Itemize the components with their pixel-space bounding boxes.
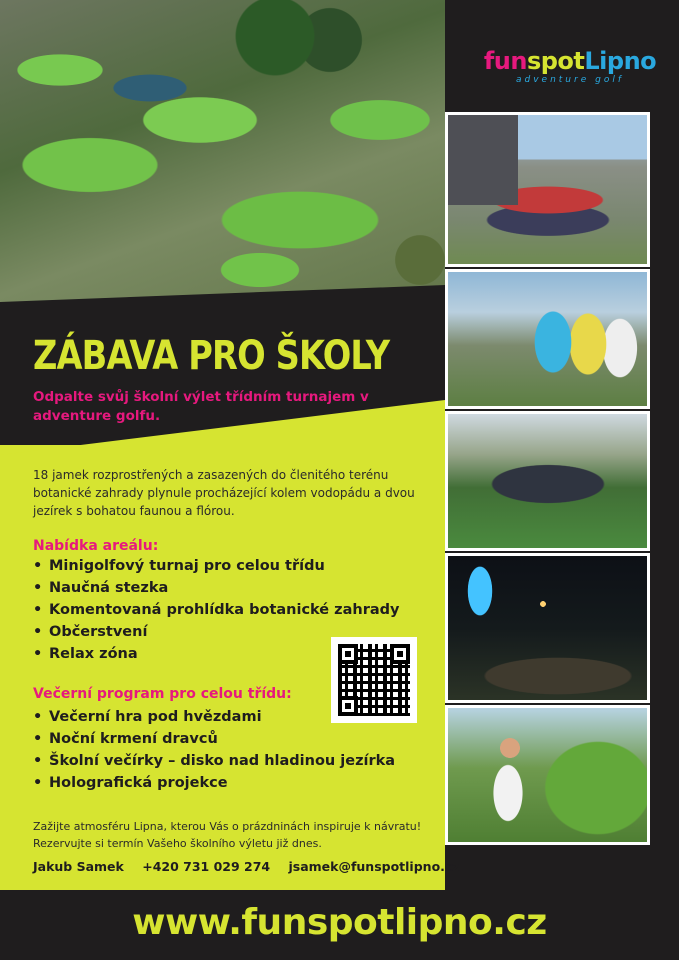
intro-text: 18 jamek rozprostřených a zasazených do členitého terénu botanické zahrady plynule procházející kolem vodopádu a dvou jezírek s bohatou faunou a flórou. [33,468,415,518]
photo-school-group [445,112,650,267]
photo-students-course [445,411,650,551]
closing-text [33,818,433,852]
list-item [33,728,395,750]
bullet-icon: • [33,646,43,662]
hero-trees [230,0,320,90]
list-item [33,577,400,599]
qr-finder-icon [390,644,410,664]
list-item-label: Občerstvení [49,624,148,640]
photo-students-selfie [445,269,650,409]
list-item-label: Komentovaná prohlídka botanické zahrady [49,602,400,618]
bullet-icon: • [33,753,43,769]
list-item-label: Noční krmení dravců [49,731,218,747]
photo-night-course [445,553,650,703]
logo-tagline: adventure golf [515,75,624,86]
footer [0,890,679,960]
closing-line: Rezervujte si termín Vašeho školního výletu již dnes. [33,837,322,850]
bullet-icon: • [33,558,43,574]
bullet-icon: • [33,602,43,618]
logo-spot: spot [526,47,585,75]
evening-title: Večerní program pro celou třídu: [33,686,292,702]
bullet-icon: • [33,709,43,725]
list-item-label: Minigolfový turnaj pro celou třídu [49,558,325,574]
offer-title: Nabídka areálu: [33,538,159,554]
list-item-label: Naučná stezka [49,580,169,596]
list-item-label: Holografická projekce [49,775,228,791]
logo-lipno: Lipno [584,47,657,75]
bullet-icon: • [33,624,43,640]
list-item [33,772,395,794]
list-item-label: Relax zóna [49,646,138,662]
hero-aerial-photo [0,0,445,330]
headline: ZÁBAVA PRO ŠKOLY [33,333,390,379]
list-item [33,706,395,728]
website-link[interactable]: www.funspotlipno.cz [132,902,547,943]
bullet-icon: • [33,580,43,596]
subhead: Odpalte svůj školní výlet třídním turnajem v adventure golfu. [33,389,369,424]
contact-phone[interactable]: +420 731 029 274 [142,859,271,874]
list-item-label: Školní večírky – disko nad hladinou jezírka [49,753,396,769]
bullet-icon: • [33,731,43,747]
closing-line: Zažijte atmosféru Lipna, kterou Vás o prázdninách inspiruje k návratu! [33,820,422,833]
bullet-icon: • [33,775,43,791]
list-item [33,750,395,772]
contact-email[interactable]: jsamek@funspotlipno.cz [288,859,460,874]
logo-fun: fun [483,47,527,75]
photo-building [448,115,518,205]
list-item [33,555,400,577]
logo-wordmark [470,48,670,74]
list-item-label: Večerní hra pod hvězdami [49,709,262,725]
photo-girl-garden [445,705,650,845]
contact-name: Jakub Samek [33,859,124,874]
qr-finder-icon [338,644,358,664]
evening-list [33,706,395,794]
funspot-logo [470,48,670,85]
list-item [33,599,400,621]
contact-line [33,859,474,874]
